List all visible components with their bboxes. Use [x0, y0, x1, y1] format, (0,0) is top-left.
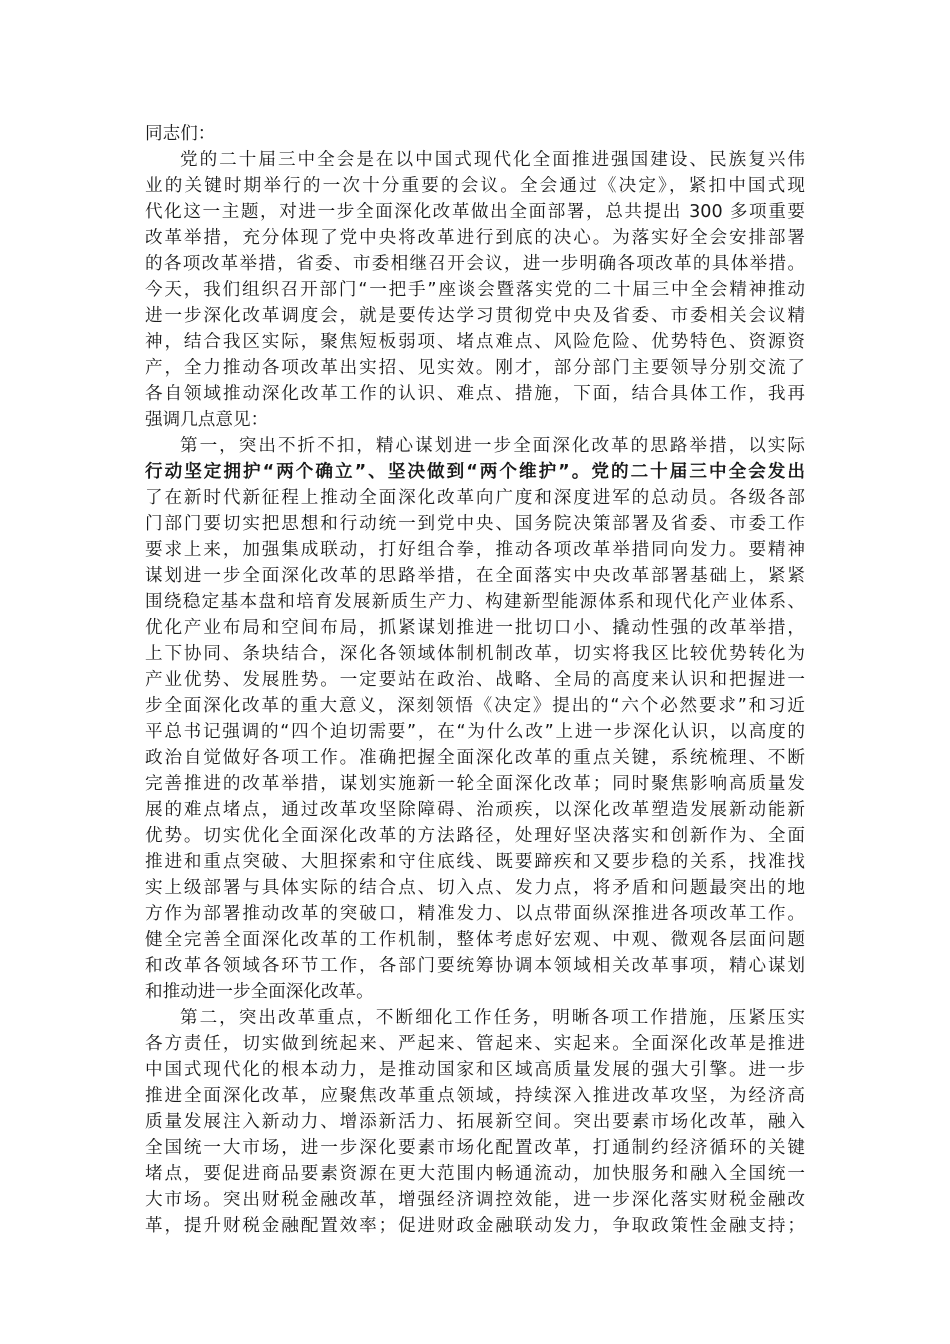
- paragraph-line: 和推动进一步全面深化改革。: [145, 982, 374, 1002]
- paragraph-line: 优势。切实优化全面深化改革的方法路径，处理好坚决落实和创新作为、全面: [145, 826, 805, 846]
- paragraph-line: 健全完善全面深化改革的工作机制，整体考虑好宏观、中观、微观各层面问题: [145, 930, 805, 950]
- paragraph-line: 业的关键时期举行的一次十分重要的会议。全会通过《决定》，紧扣中国式现: [145, 176, 805, 196]
- paragraph-line: 完善推进的改革举措，谋划实施新一轮全面深化改革；同时聚焦影响高质量发: [145, 774, 805, 794]
- paragraph-line: 展的难点堵点，通过改革攻坚除障碍、治顽疾，以深化改革塑造发展新动能新: [145, 800, 805, 820]
- paragraph-line: 行动坚定拥护“两个确立”、坚决做到“两个维护”。党的二十届三中全会发出: [145, 462, 805, 482]
- paragraph-line: 代化这一主题，对进一步全面深化改革做出全面部署，总共提出 300 多项重要: [145, 202, 805, 222]
- paragraph-line: 推进全面深化改革，应聚焦改革重点领域，持续深入推进改革攻坚，为经济高: [145, 1086, 805, 1106]
- paragraph-line: 革，提升财税金融配置效率；促进财政金融联动发力，争取政策性金融支持；: [145, 1216, 805, 1236]
- paragraph-line: 了在新时代新征程上推动全面深化改革向广度和深度进军的总动员。各级各部: [145, 488, 805, 508]
- paragraph-second-point: [145, 1005, 805, 1239]
- paragraph-line: 平总书记强调的“四个迫切需要”，在“为什么改”上进一步深化认识，以高度的: [145, 722, 805, 742]
- paragraph-line: 产，全力推动各项改革出实招、见实效。刚才，部分部门主要领导分别交流了: [145, 358, 805, 378]
- paragraph-line: 实上级部署与具体实际的结合点、切入点、发力点，将矛盾和问题最突出的地: [145, 878, 805, 898]
- salutation: 同志们：: [145, 124, 216, 144]
- paragraph-line: 推进和重点突破、大胆探索和守住底线、既要蹄疾和又要步稳的关系，找准找: [145, 852, 805, 872]
- paragraph-line: 上下协同、条块结合，深化各领域体制机制改革，切实将我区比较优势转化为: [145, 644, 805, 664]
- paragraph-line: 的各项改革举措，省委、市委相继召开会议，进一步明确各项改革的具体举措。: [145, 254, 805, 274]
- paragraph-line: 要求上来，加强集成联动，打好组合拳，推动各项改革举措同向发力。要精神: [145, 540, 805, 560]
- paragraph-line: 改革举措，充分体现了党中央将改革进行到底的决心。为落实好全会安排部署: [145, 228, 805, 248]
- paragraph-line: 今天，我们组织召开部门“一把手”座谈会暨落实党的二十届三中全会精神推动: [145, 280, 805, 300]
- paragraph-line: 优化产业布局和空间布局，抓紧谋划推进一批切口小、撬动性强的改革举措，: [145, 618, 805, 638]
- paragraph-line: 方作为部署推动改革的突破口，精准发力、以点带面纵深推进各项改革工作。: [145, 904, 805, 924]
- paragraph-line: 神，结合我区实际，聚焦短板弱项、堵点难点、风险危险、优势特色、资源资: [145, 332, 805, 352]
- paragraph-line: 进一步深化改革调度会，就是要传达学习贯彻党中央及省委、市委相关会议精: [145, 306, 805, 326]
- paragraph-line: 各自领域推动深化改革工作的认识、难点、措施，下面，结合具体工作，我再: [145, 384, 805, 404]
- paragraph-line: 门部门要切实把思想和行动统一到党中央、国务院决策部署及省委、市委工作: [145, 514, 805, 534]
- paragraph-line: 强调几点意见：: [145, 410, 269, 430]
- paragraph-line: 第一，突出不折不扣，精心谋划进一步全面深化改革的思路举措，以实际: [180, 436, 805, 456]
- paragraph-line: 各方责任，切实做到统起来、严起来、管起来、实起来。全面深化改革是推进: [145, 1034, 805, 1054]
- paragraph-line: 步全面深化改革的重大意义，深刻领悟《决定》提出的“六个必然要求”和习近: [145, 696, 805, 716]
- paragraph-line: 党的二十届三中全会是在以中国式现代化全面推进强国建设、民族复兴伟: [180, 150, 805, 170]
- paragraph-line: 谋划进一步全面深化改革的思路举措，在全面落实中央改革部署基础上，紧紧: [145, 566, 805, 586]
- paragraph-line: 大市场。突出财税金融改革，增强经济调控效能，进一步深化落实财税金融改: [145, 1190, 805, 1210]
- paragraph-intro: [145, 147, 805, 433]
- paragraph-line: 全国统一大市场，进一步深化要素市场化配置改革，打通制约经济循环的关键: [145, 1138, 805, 1158]
- paragraph-line: 产业优势、发展胜势。一定要站在政治、战略、全局的高度来认识和把握进一: [145, 670, 805, 690]
- paragraph-line: 政治自觉做好各项工作。准确把握全面深化改革的重点关键，系统梳理、不断: [145, 748, 805, 768]
- paragraph-line: 堵点，要促进商品要素资源在更大范围内畅通流动，加快服务和融入全国统一: [145, 1164, 805, 1184]
- paragraph-line: 质量发展注入新动力、增添新活力、拓展新空间。突出要素市场化改革，融入: [145, 1112, 805, 1132]
- paragraph-line: 第二，突出改革重点，不断细化工作任务，明晰各项工作措施，压紧压实: [180, 1008, 805, 1028]
- paragraph-line: 围绕稳定基本盘和培育发展新质生产力、构建新型能源体系和现代化产业体系、: [145, 592, 805, 612]
- document-body: [145, 121, 805, 1239]
- paragraph-line: 中国式现代化的根本动力，是推动国家和区域高质量发展的强大引擎。进一步: [145, 1060, 805, 1080]
- paragraph-first-point: [145, 433, 805, 1005]
- paragraph-line: 和改革各领域各环节工作，各部门要统筹协调本领域相关改革事项，精心谋划: [145, 956, 805, 976]
